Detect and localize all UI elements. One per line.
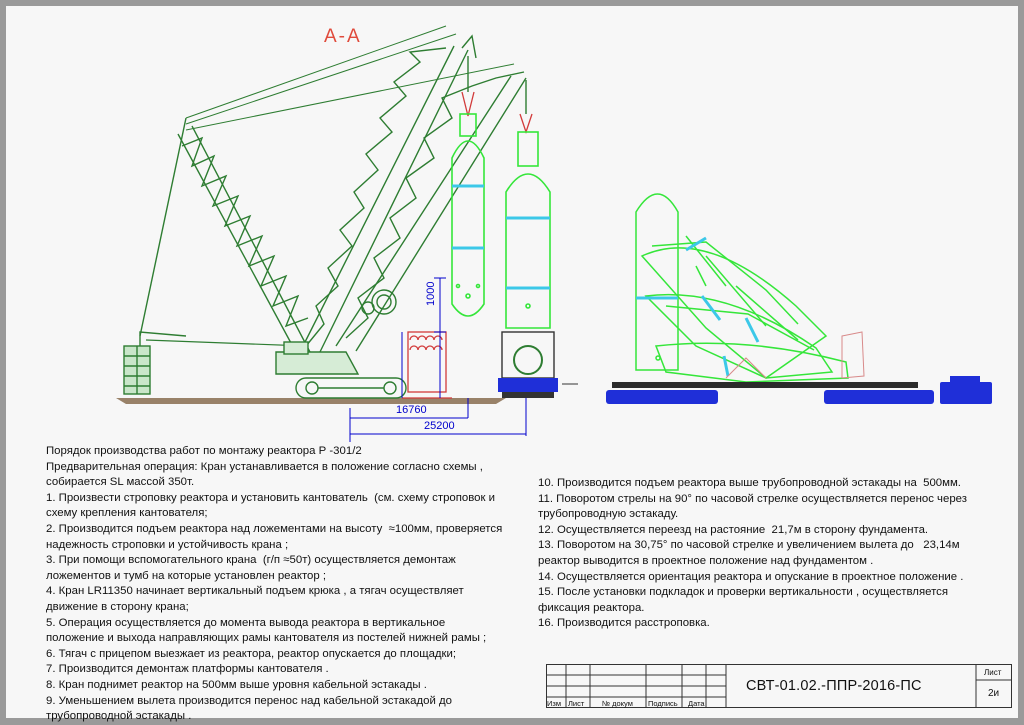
- reactor-upright-bands: [506, 218, 550, 288]
- note-line: 10. Производится подъем реактора выше трубопроводной эстакады на 500мм.: [538, 477, 961, 489]
- dimension-height: 1000: [425, 281, 437, 306]
- note-line: реактор выводится в проектное положение над фундаментом .: [538, 554, 874, 567]
- drawing-sheet: [6, 6, 1018, 723]
- header-doc-number: № докум: [602, 699, 633, 708]
- canter-base: [498, 332, 578, 398]
- note-line: Порядок производства работ по монтажу реактора Р -301/2: [46, 445, 362, 457]
- header-signature: Подпись: [648, 699, 678, 708]
- document-code: СВТ-01.02.-ППР-2016-ПС: [746, 678, 922, 694]
- procedure-notes-right: [538, 476, 1008, 632]
- note-line: собирается SL массой 350т.: [46, 476, 195, 489]
- note-line: 16. Производится расстроповка.: [538, 617, 710, 630]
- note-line: 6. Тягач с прицепом выезжает из реактора, реактор опускается до площадки;: [46, 647, 457, 660]
- sheet-number: 2и: [988, 688, 1000, 699]
- title-block-headers: [546, 699, 726, 709]
- header-date: Дата: [688, 699, 705, 708]
- note-line: положение и выхода направляющих рамы кантователя из постелей нижней рамы ;: [46, 632, 487, 645]
- note-line: 9. Уменьшением вылета производится перенос над кабельной эстакадой до: [46, 694, 452, 707]
- note-line: 5. Операция осуществляется до момента вывода реактора в вертикальное: [46, 616, 446, 629]
- reactor-lifted-bands: [452, 186, 484, 248]
- note-line: фиксация реактора.: [538, 601, 645, 614]
- reactor-lifted: [452, 114, 484, 316]
- note-line: Предварительная операция: Кран устанавливается в положение согласно схемы ,: [46, 460, 483, 473]
- reactor-tilting-sequence: [636, 194, 848, 382]
- technical-drawing: [6, 6, 1018, 446]
- note-line: 3. При помощи вспомогательного крана (г/п ≈50т) осуществляется демонтаж: [46, 554, 456, 567]
- note-line: схему крепления кантователя;: [46, 507, 208, 520]
- section-title: A-A: [324, 26, 362, 47]
- sheet-label: Лист: [984, 668, 1002, 677]
- note-line: 8. Кран поднимет реактор на 500мм выше уровня кабельной эстакады .: [46, 678, 427, 691]
- crawler-crane: [116, 26, 526, 404]
- dimension-span-25200: 25200: [424, 420, 455, 432]
- note-line: 11. Поворотом стрелы на 90° по часовой стрелке осуществляется перенос через: [538, 492, 967, 505]
- note-line: 12. Осуществляется переезд на растояние 21,7м в сторону фундамента.: [538, 523, 929, 536]
- header-list: Лист: [568, 699, 585, 708]
- note-line: ложементов и тумб на которые установлен реактор ;: [46, 569, 327, 582]
- note-line: 7. Производится демонтаж платформы кантователя .: [46, 663, 329, 676]
- procedure-notes-left: [46, 444, 526, 725]
- header-izm: Изм: [547, 699, 561, 708]
- dimension-span-16760: 16760: [396, 404, 427, 416]
- note-line: 13. Поворотом на 30,75° по часовой стрелке и увеличением вылета до 23,14м: [538, 539, 960, 552]
- note-line: трубопроводной эстакады .: [46, 710, 192, 723]
- reactor-upright: [506, 132, 550, 328]
- note-line: трубопроводную эстакаду.: [538, 508, 679, 521]
- note-line: 14. Осуществляется ориентация реактора и опускание в проектное положение .: [538, 570, 964, 583]
- note-line: 15. После установки подкладок и проверки вертикальности , осуществляется: [538, 586, 949, 599]
- note-line: надежность строповки и устойчивость крана ;: [46, 538, 289, 551]
- note-line: движение в сторону крана;: [46, 600, 189, 613]
- note-line: 1. Произвести строповку реактора и установить кантователь (см. схему строповок и: [46, 491, 496, 504]
- note-line: 4. Кран LR11350 начинает вертикальный подъем крюка , а тягач осуществляет: [46, 585, 464, 598]
- note-line: 2. Производится подъем реактора над ложементами на высоту ≈100мм, проверяется: [46, 522, 503, 535]
